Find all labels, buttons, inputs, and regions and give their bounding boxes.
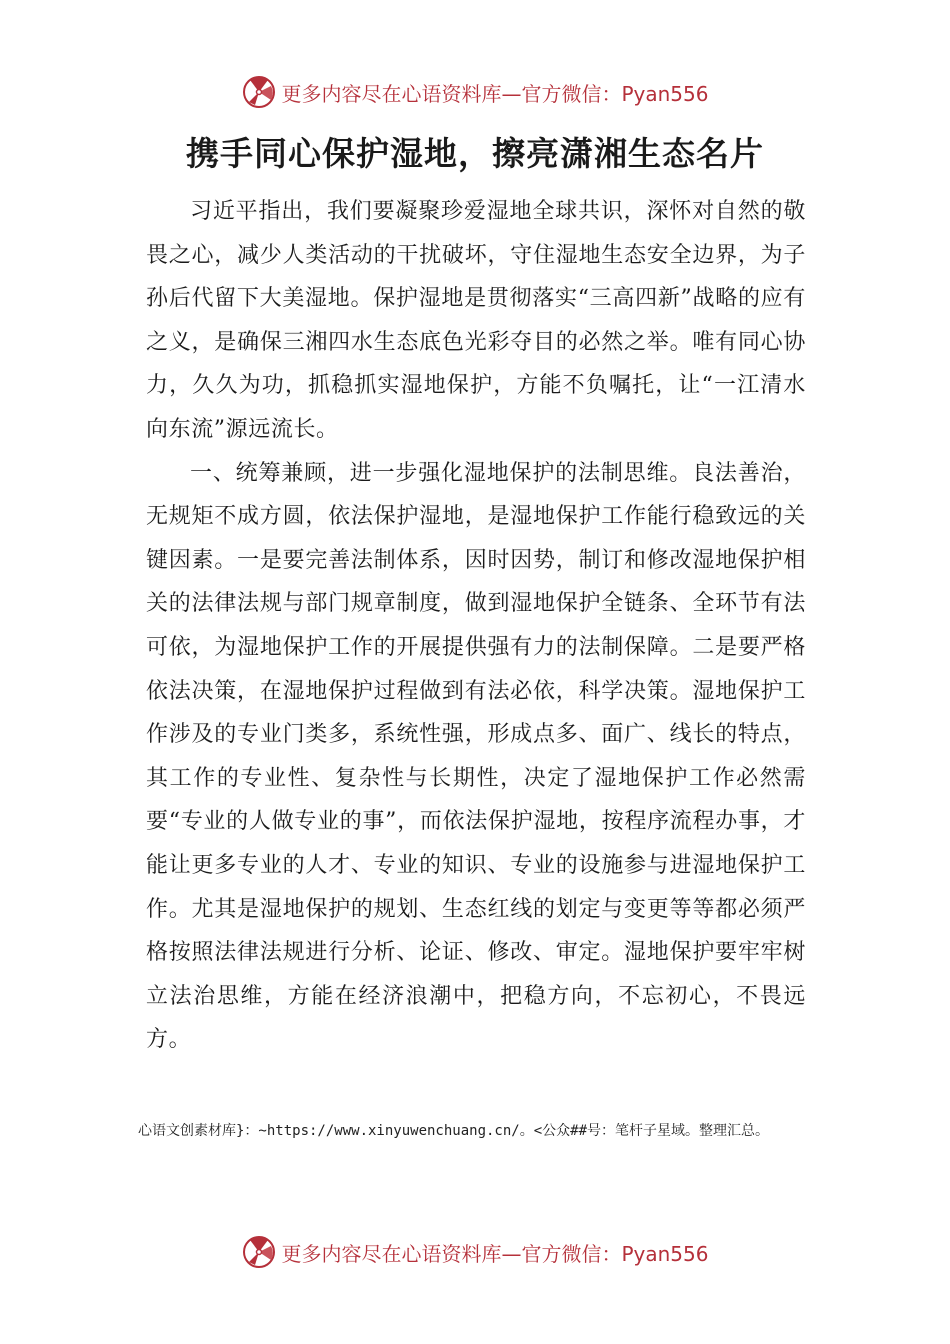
document-body — [146, 190, 806, 1062]
fan-logo-icon — [241, 74, 277, 110]
paragraph-1: 习近平指出，我们要凝聚珍爱湿地全球共识，深怀对自然的敬畏之心，减少人类活动的干扰破坏，守住湿地生态安全边界，为子孙后代留下大美湿地。保护湿地是贯彻落实“三高四新”战略的应有之义，是确保三湘四水生态底色光彩夺目的必然之举。唯有同心协力，久久为功，抓稳抓实湿地保护，方能不负嘱托，让“一江清水向东流”源远流长。 — [146, 199, 806, 442]
document-title: 携手同心保护湿地，擦亮潇湘生态名片 — [186, 134, 764, 173]
paragraph-2: 一、统筹兼顾，进一步强化湿地保护的法制思维。良法善治，无规矩不成方圆，依法保护湿地，是湿地保护工作能行稳致远的关键因素。一是要完善法制体系，因时因势，制订和修改湿地保护相关的法律法规与部门规章制度，做到湿地保护全链条、全环节有法可依，为湿地保护工作的开展提供强有力的法制保障。二是要严格依法决策，在湿地保护过程做到有法必依，科学决策。湿地保护工作涉及的专业门类多，系统性强，形成点多、面广、线长的特点，其工作的专业性、复杂性与长期性，决定了湿地保护工作必然需要“专业的人做专业的事”，而依法保护湿地，按程序流程办事，才能让更多专业的人才、专业的知识、专业的设施参与进湿地保护工作。尤其是湿地保护的规划、生态红线的划定与变更等等都必须严格按照法律法规进行分析、论证、修改、审定。湿地保护要牢牢树立法治思维，方能在经济浪潮中，把稳方向，不忘初心，不畏远方。 — [146, 460, 806, 1053]
source-footnote: 心语文创素材库}：~https://www.xinyuwenchuang.cn/。<公众##号：笔杆子星域。整理汇总。 — [138, 1123, 770, 1139]
header-banner — [0, 72, 950, 112]
fan-logo-icon — [241, 1234, 277, 1270]
banner-text: 更多内容尽在心语资料库—官方微信：Pyan556 — [281, 1241, 709, 1266]
banner-text: 更多内容尽在心语资料库—官方微信：Pyan556 — [281, 81, 709, 106]
footer-banner — [0, 1232, 950, 1272]
